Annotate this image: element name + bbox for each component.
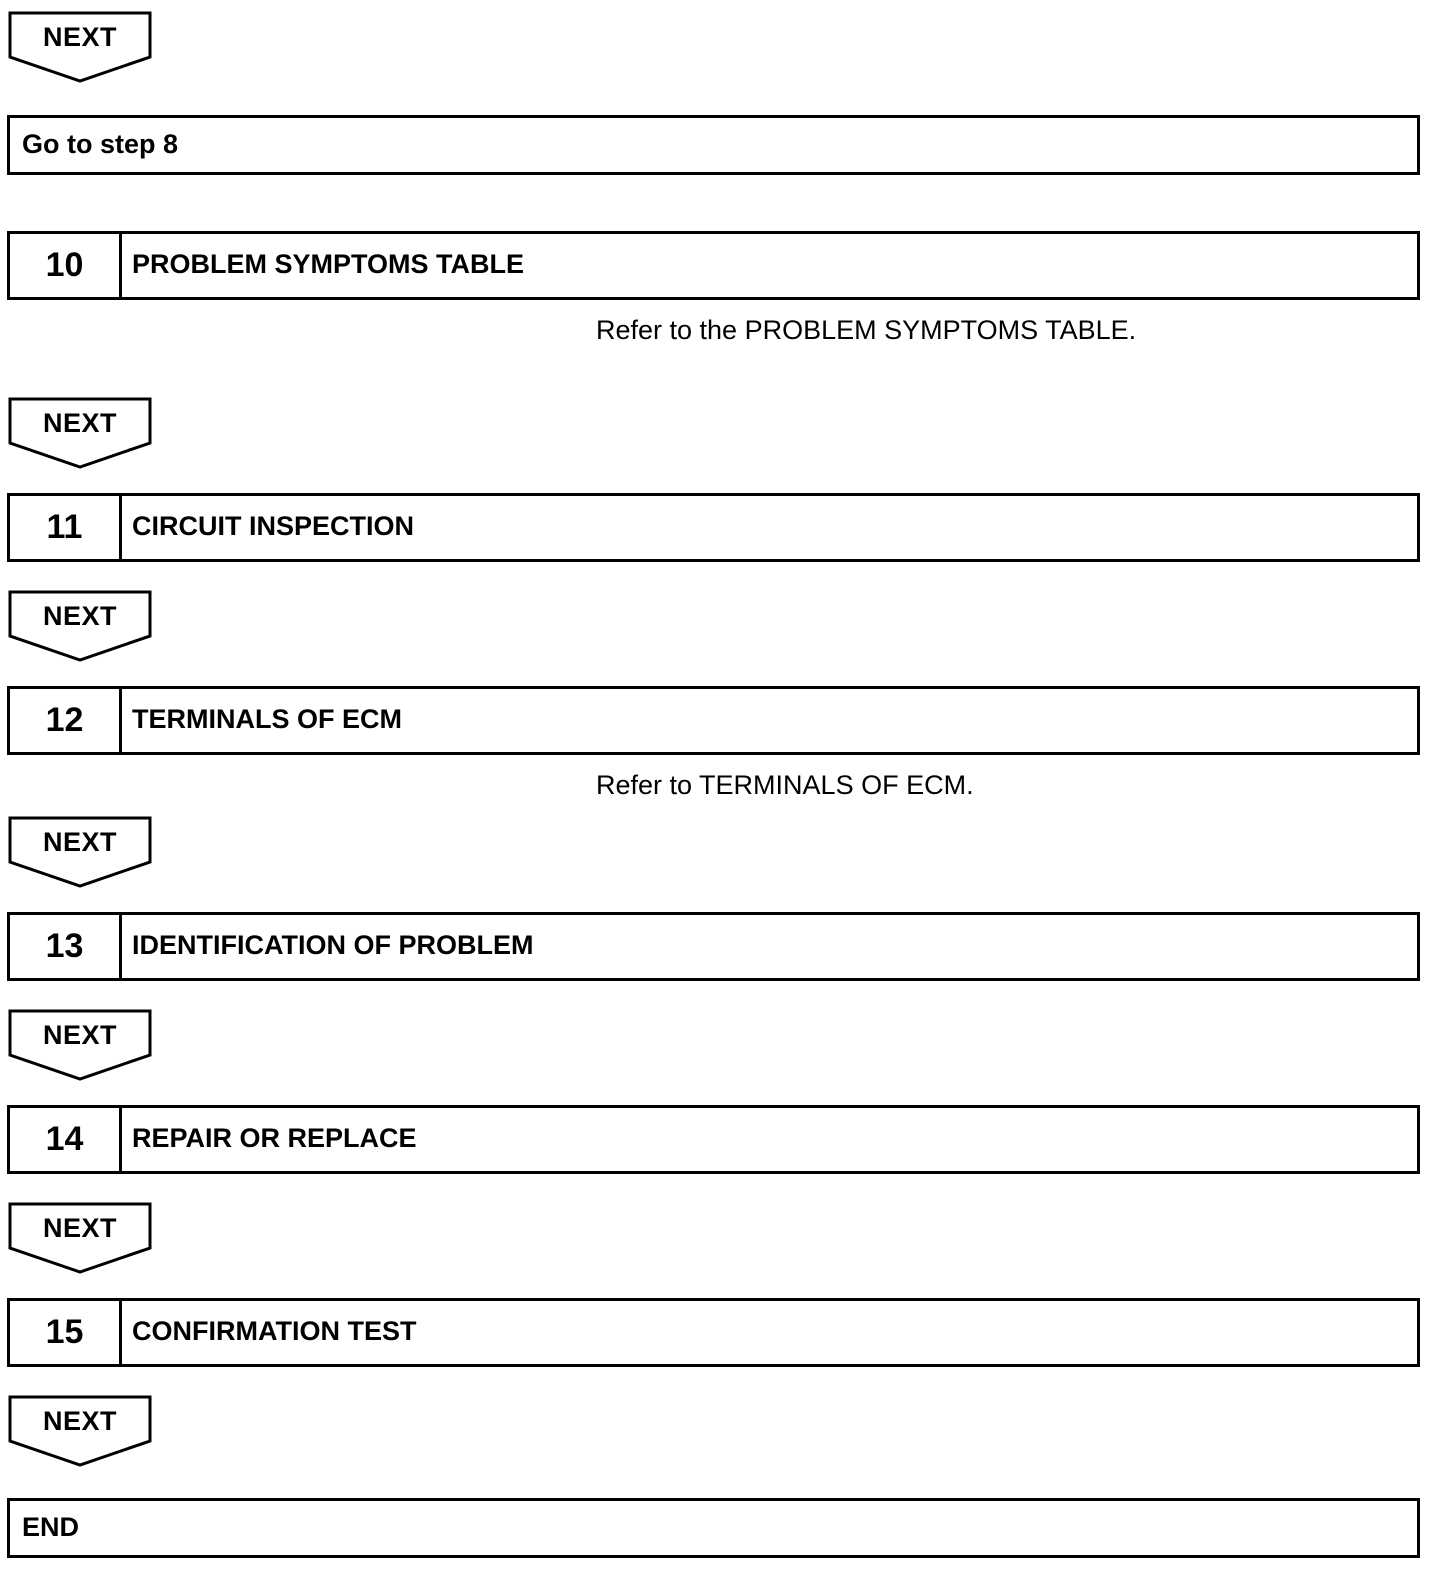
step-number: 12 <box>10 689 122 752</box>
step-number: 13 <box>10 915 122 978</box>
step-box <box>7 1105 1420 1174</box>
next-label: NEXT <box>42 1020 117 1050</box>
step-title: PROBLEM SYMPTOMS TABLE <box>132 249 525 279</box>
next-arrow <box>8 397 152 469</box>
next-label: NEXT <box>42 22 117 52</box>
next-arrow <box>8 1395 152 1467</box>
step-note: Refer to TERMINALS OF ECM. <box>596 770 974 800</box>
end-text: END <box>22 1512 80 1542</box>
next-arrow <box>8 11 152 83</box>
step-title: CIRCUIT INSPECTION <box>132 511 415 541</box>
step-number: 14 <box>10 1108 122 1171</box>
next-arrow <box>8 816 152 888</box>
step-title: TERMINALS OF ECM <box>132 704 402 734</box>
next-label: NEXT <box>42 827 117 857</box>
step-box <box>7 912 1420 981</box>
next-arrow <box>8 1009 152 1081</box>
step-box <box>7 686 1420 755</box>
step-number: 10 <box>10 234 122 297</box>
step-title: IDENTIFICATION OF PROBLEM <box>132 930 534 960</box>
step-title: REPAIR OR REPLACE <box>132 1123 417 1153</box>
next-arrow <box>8 590 152 662</box>
next-label: NEXT <box>42 1406 117 1436</box>
step-note: Refer to the PROBLEM SYMPTOMS TABLE. <box>596 315 1137 345</box>
step-box <box>7 1298 1420 1367</box>
next-arrow <box>8 1202 152 1274</box>
step-box <box>7 231 1420 300</box>
goto-step-text: Go to step 8 <box>22 129 179 159</box>
step-number: 15 <box>10 1301 122 1364</box>
step-number: 11 <box>10 496 122 559</box>
next-label: NEXT <box>42 408 117 438</box>
next-label: NEXT <box>42 1213 117 1243</box>
next-label: NEXT <box>42 601 117 631</box>
end-box <box>7 1498 1420 1558</box>
step-title: CONFIRMATION TEST <box>132 1316 417 1346</box>
goto-step-box <box>7 115 1420 175</box>
step-box <box>7 493 1420 562</box>
